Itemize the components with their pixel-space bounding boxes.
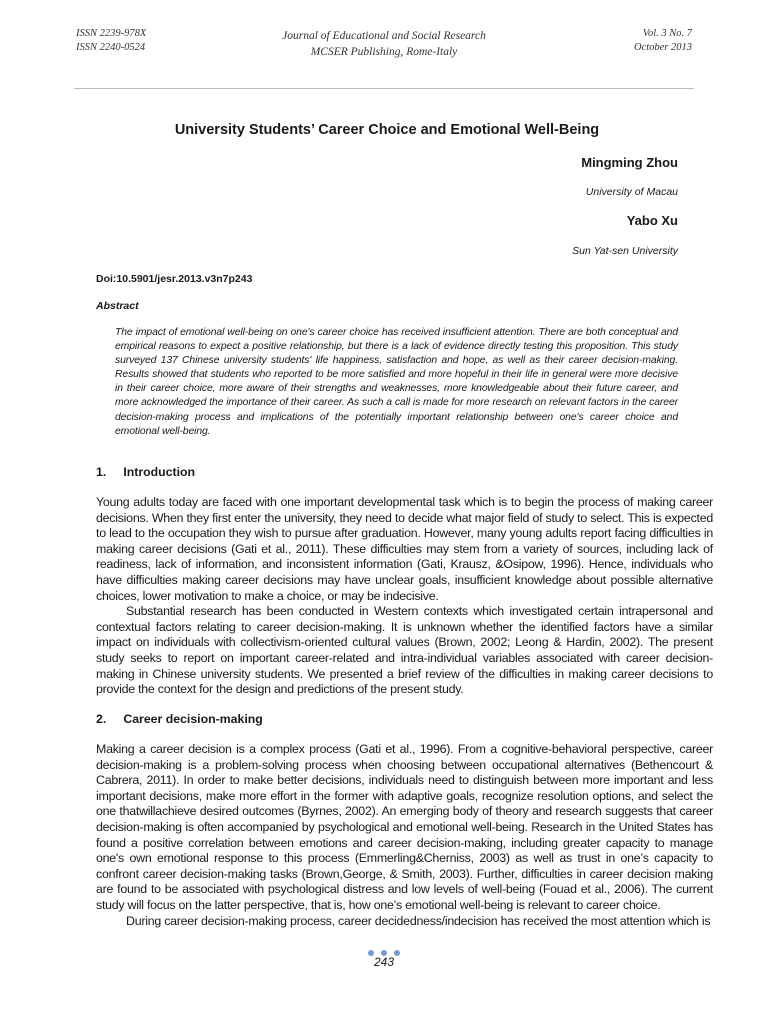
publisher: MCSER Publishing, Rome-Italy <box>310 46 458 58</box>
abstract-text: The impact of emotional well-being on one's career choice has received insufficient attention. There are both conceptual and empirical reasons to expect a positive relationship, but there is a lack of evidence directly testing this proposition. This study surveyed 137 Chinese university students' life happiness, satisfaction and hope, as well as their career decision-making. Results showed that students who reported to be more satisfied and more hopeful in their life in general were more decisive in their career choice, more aware of their strengths and weaknesses, more knowledgeable about their future career, and more acknowledged the importance of their career. As such a call is made for more research on relevant factors in the career decision-making process and implications of the potentially important relationship between one's career choice and emotional well-being. <box>115 327 678 437</box>
paragraph: Young adults today are faced with one important developmental task which is to begin the process of making career decisions. When they first enter the university, they need to decide what major field of study to select. This is expected to lead to the occupation they wish to pursue after graduation. However, many young adults report facing difficulties in making career decisions (Gati et al., 2011). These difficulties may stem from a variety of sources, including lack of readiness, lack of information, and inconsistent information (Gati, Krausz, &Osipow, 1996). Hence, individuals who have difficulties making career decisions may have unclear goals, insufficient knowledge about possible alternative choices, lower motivation to make a choice, or may be indecisive. <box>96 495 713 603</box>
author-name: Mingming Zhou <box>581 155 678 170</box>
issue-block <box>634 27 692 55</box>
section-body <box>96 495 713 698</box>
paragraph: Making a career decision is a complex process (Gati et al., 1996). From a cognitive-behavioral perspective, career decision-making is a problem-solving process when choosing between occupational alternatives (Bethencourt & Cabrera, 2011). In order to make better decisions, individuals need to distinguish between more important and less important decisions, make more effort in the former with adaptive goals, recognize resolution options, and select the one thatwillachieve desired outcomes (Byrnes, 2002). An emerging body of theory and research suggests that career decision-making is often accompanied by psychological and emotional well-being. Research in the United States has found a positive correlation between emotions and career decision-making, including greater capacity to manage one's own emotional response to this process (Emmerling&Cherniss, 2003) as well as trust in one’s capacity to confront career decision-making tasks (Brown,George, & Smith, 2003). Further, difficulties in career decision making are found to be associated with psychological distress and low levels of well-being (Fouad et al., 2006). The current study will focus on the latter perspective, that is, how one’s emotional well-being is relevant to career choice. <box>96 742 713 912</box>
section-heading: 2. Career decision-making <box>96 712 263 726</box>
issue-date: October 2013 <box>633 42 692 53</box>
paper-title: University Students’ Career Choice and Emotional Well-Being <box>174 122 600 138</box>
header-divider <box>74 88 694 89</box>
paragraph: During career decision-making process, career decidedness/indecision has received the most attention which is <box>126 913 711 928</box>
section-heading: 1. Introduction <box>96 465 196 479</box>
doi: Doi:10.5901/jesr.2013.v3n7p243 <box>96 273 253 285</box>
paragraph: Substantial research has been conducted in Western contexts which investigated certain intrapersonal and contextual factors relating to career decision-making. It is unknown whether the identified factors have a similar impact on individuals with collectivism-oriented cultural values (Brown, 2002; Leong & Hardin, 2002). The present study seeks to report on important career-related and intra-individual variables associated with career decision-making in Chinese university students. We presented a brief review of the difficulties in making career decisions to provide the context for the design and predictions of the present study. <box>96 604 713 697</box>
issn-print: ISSN 2239-978X <box>76 28 147 39</box>
issn-online: ISSN 2240-0524 <box>76 42 146 53</box>
author-affiliation: Sun Yat-sen University <box>572 245 678 257</box>
author-name: Yabo Xu <box>626 213 678 228</box>
journal-name: Journal of Educational and Social Research <box>282 30 486 42</box>
volume: Vol. 3 No. 7 <box>642 28 692 39</box>
author-affiliation: University of Macau <box>585 186 678 198</box>
page-number: 243 <box>373 955 395 969</box>
abstract-label: Abstract <box>96 300 139 312</box>
section-body <box>96 742 713 929</box>
